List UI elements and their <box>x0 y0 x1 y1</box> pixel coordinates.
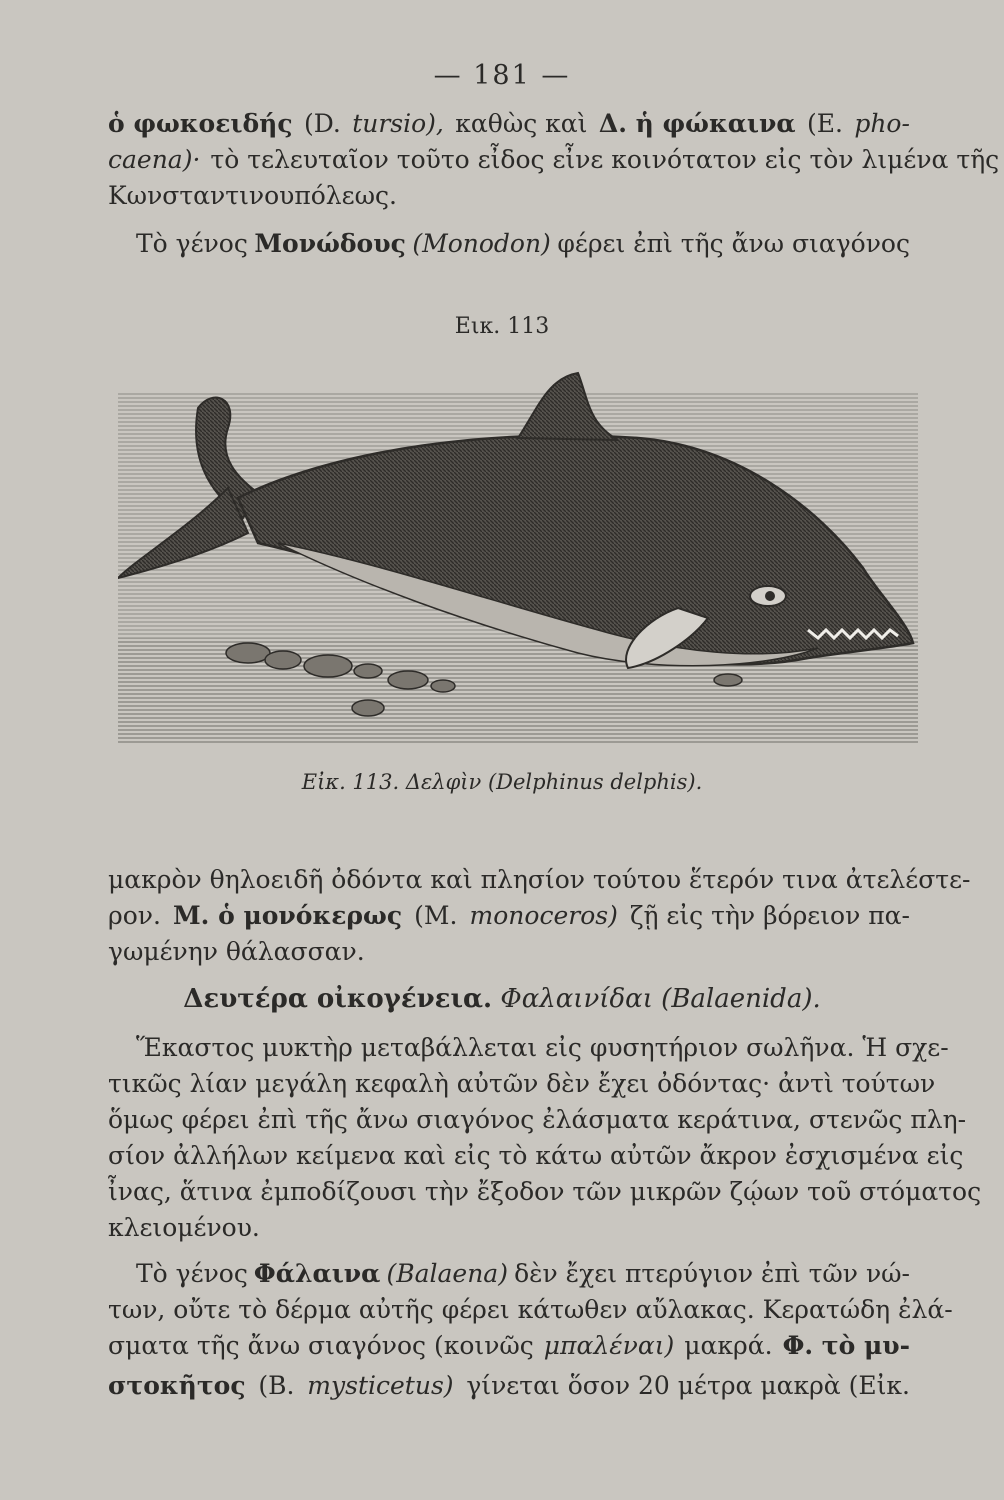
text-line <box>136 1030 949 1066</box>
text-span: (D. <box>303 109 341 138</box>
text-span: κλειομένου. <box>108 1213 260 1242</box>
text-span: καθὼς καὶ <box>455 109 588 138</box>
text-line <box>108 1102 967 1138</box>
dolphin-engraving <box>118 368 918 746</box>
text-span: Κωνσταντινουπόλεως. <box>108 181 397 210</box>
term-monodous: Μονώδους <box>254 229 406 258</box>
text-line <box>108 862 971 898</box>
text-line <box>108 106 910 142</box>
text-span: Τὸ γένος <box>136 229 248 258</box>
text-span: ρον. <box>108 901 161 930</box>
text-line <box>108 1138 964 1174</box>
text-span: (B. <box>258 1371 295 1400</box>
dolphin-illustration <box>118 368 918 746</box>
text-span: Ἕκαστος μυκτὴρ μεταβάλλεται εἰς φυσητήριον σωλῆνα. Ἡ σχε- <box>136 1033 949 1062</box>
text-span: μακρά. <box>684 1331 773 1360</box>
text-span: ὅμως φέρει ἐπὶ τῆς ἄνω σιαγόνος ἐλάσματα κεράτινα, στενῶς πλη- <box>108 1105 967 1134</box>
section-heading <box>0 984 1004 1014</box>
text-span: σματα τῆς ἄνω σιαγόνος (κοινῶς <box>108 1331 534 1360</box>
term-fokaina: Δ. ἡ φώκαινα <box>598 109 796 138</box>
text-span: φέρει ἐπὶ τῆς ἄνω σιαγόνος <box>557 229 910 258</box>
latin-name: (Balaena) <box>386 1259 508 1288</box>
text-line <box>108 1368 910 1404</box>
text-line <box>108 1174 982 1210</box>
text-span: μακρὸν θηλοειδῆ ὀδόντα καὶ πλησίον τούτου ἕτερόν τινα ἀτελέστε- <box>108 865 971 894</box>
latin-name: mysticetus) <box>307 1371 454 1400</box>
text-span: Τὸ γένος <box>136 1259 248 1288</box>
page-number: — 181 — <box>433 60 571 91</box>
text-span: γωμένην θάλασσαν. <box>108 937 365 966</box>
text-span: (M. <box>414 901 458 930</box>
italic-term: μπαλέναι) <box>543 1331 675 1360</box>
term-monokeros: Μ. ὁ μονόκερως <box>173 901 403 930</box>
latin-name: monoceros) <box>469 901 618 930</box>
text-line <box>108 898 910 934</box>
latin-name: pho- <box>854 109 910 138</box>
text-span: των, οὔτε τὸ δέρμα αὐτῆς φέρει κάτωθεν αὔλακας. Κερατώδη ἐλά- <box>108 1295 953 1324</box>
text-line <box>108 1328 910 1364</box>
text-span: σίον ἀλλήλων κείμενα καὶ εἰς τὸ κάτω αὐτῶν ἄκρον ἐσχισμένα εἰς <box>108 1141 964 1170</box>
text-span: γίνεται ὅσον 20 μέτρα μακρὰ (Εἰκ. <box>466 1371 910 1400</box>
latin-name: (Monodon) <box>412 229 551 258</box>
text-line <box>108 1292 953 1328</box>
term-mystikitos: Φ. τὸ μυ- <box>782 1331 910 1360</box>
text-line <box>136 1256 910 1292</box>
heading-family: Φαλαινίδαι <box>500 984 653 1014</box>
text-span: δὲν ἔχει πτερύγιον ἐπὶ τῶν νώ- <box>514 1259 910 1288</box>
term-fokoeidis: ὁ φωκοειδής <box>108 109 293 138</box>
text-line <box>108 1210 910 1246</box>
text-line <box>108 934 910 970</box>
text-span: τικῶς λίαν μεγάλη κεφαλὴ αὐτῶν δὲν ἔχει ὀδόντας· ἀντὶ τούτων <box>108 1069 936 1098</box>
text-span: (E. <box>806 109 843 138</box>
text-span: ζῇ εἰς τὴν βόρειον πα- <box>629 901 910 930</box>
text-line <box>136 226 910 262</box>
term-mystikitos-cont: στοκῆτος <box>108 1371 246 1400</box>
text-span: ἶνας, ἅτινα ἐμποδίζουσι τὴν ἔξοδον τῶν μικρῶν ζῴων τοῦ στόματος <box>108 1177 982 1206</box>
heading-greek: Δευτέρα οἰκογένεια. <box>183 984 493 1014</box>
heading-latin: (Balaenida). <box>661 984 821 1014</box>
figure-caption: Εἰκ. 113. Δελφὶν (Delphinus delphis). <box>301 770 703 794</box>
latin-name: tursio), <box>352 109 444 138</box>
figure-label: Εικ. 113 <box>454 314 550 339</box>
term-falaina: Φάλαινα <box>253 1259 381 1288</box>
text-line <box>108 1066 936 1102</box>
text-span: τὸ τελευταῖον τοῦτο εἶδος εἶνε κοινότατον εἰς τὸν λιμένα τῆς <box>210 145 1000 174</box>
text-line <box>108 178 910 214</box>
latin-name: caena)· <box>108 145 201 174</box>
text-line <box>108 142 1000 178</box>
